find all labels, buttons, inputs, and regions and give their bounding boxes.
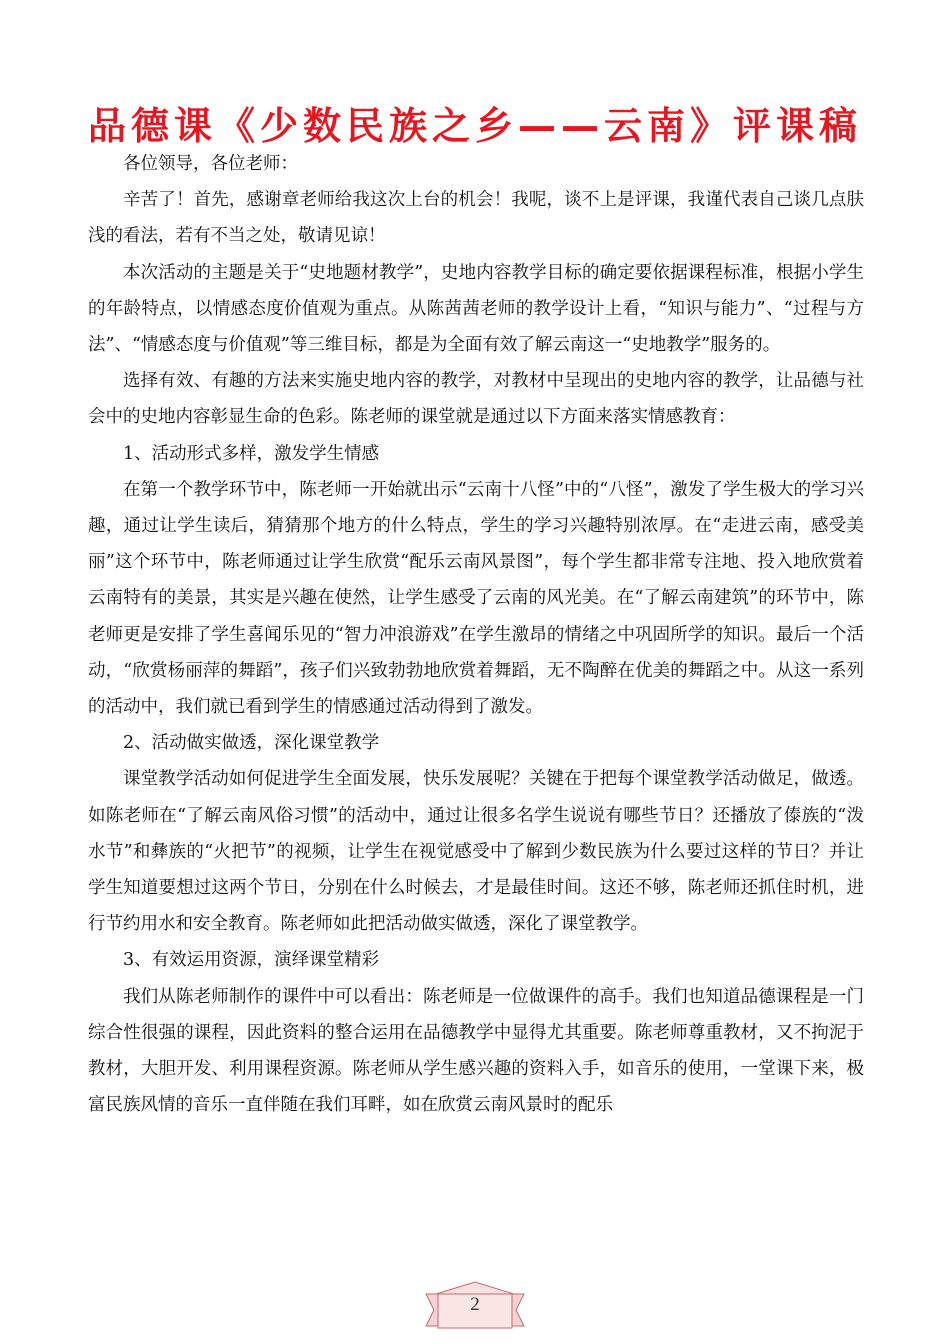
paragraph-theme: 本次活动的主题是关于“史地题材教学”，史地内容教学目标的确定要依据课程标准，根据小学生的年龄特点，以情感态度价值观为重点。从陈茜茜老师的教学设计上看，“知识与能力”、“过程与方法”、“情感态度与价值观”等三维目标，都是为全面有效了解云南这一“史地教学”服务的。 [88,262,864,356]
document-title: 品德课《少数民族之乡——云南》评课稿 [87,104,862,148]
paragraph-opening: 辛苦了！首先，感谢章老师给我这次上台的机会！我呢，谈不上是评课，我谨代表自己谈几点肤浅的看法，若有不当之处，敬请见谅！ [88,190,864,247]
paragraph-section-2: 课堂教学活动如何促进学生全面发展，快乐发展呢？关键在于把每个课堂教学活动做足，做透。如陈老师在“了解云南风俗习惯”的活动中，通过让很多名学生说说有哪些节日？还播放了傣族的“泼水节”和彝族的“火把节”的视频，让学生在视觉感受中了解到少数民族为什么要过这样的节日？并让学生知道要想过这两个节日，分别在什么时候去，才是最佳时间。这还不够，陈老师还抓住时机，进行节约用水和安全教育。陈老师如此把活动做实做透，深化了课堂教学。 [88,769,864,935]
section-heading-1: 1、活动形式多样，激发学生情感 [123,443,380,464]
paragraph-section-3: 我们从陈老师制作的课件中可以看出：陈老师是一位做课件的高手。我们也知道品德课程是一门综合性很强的课程，因此资料的整合运用在品德教学中显得尤其重要。陈老师尊重教材，又不拘泥于教材，大胆开发、利用课程资源。陈老师从学生感兴趣的资料入手，如音乐的使用，一堂课下来，极富民族风情的音乐一直伴随在我们耳畔，如在欣赏云南风景时的配乐 [88,986,864,1116]
paragraph-section-1: 在第一个教学环节中，陈老师一开始就出示“云南十八怪”中的“八怪”，激发了学生极大的学习兴趣，通过让学生读后，猜猜那个地方的什么特点，学生的学习兴趣特别浓厚。在“走进云南，感受美丽”这个环节中，陈老师通过让学生欣赏“配乐云南风景图”，每个学生都非常专注地、投入地欣赏着云南特有的美景，其实是兴趣在使然，让学生感受了云南的风光美。在“了解云南建筑”的环节中，陈老师更是安排了学生喜闻乐见的“智力冲浪游戏”在学生激昂的情绪之中巩固所学的知识。最后一个活动，“欣赏杨丽萍的舞蹈”，孩子们兴致勃勃地欣赏着舞蹈，无不陶醉在优美的舞蹈之中。从这一系列的活动中，我们就已看到学生的情感通过活动得到了激发。 [88,479,864,718]
document-body [88,146,864,1123]
section-heading-3: 3、有效运用资源，演绎课堂精彩 [123,950,380,971]
page-number: 2 [470,1294,480,1315]
paragraph-method: 选择有效、有趣的方法来实施史地内容的教学，对教材中呈现出的史地内容的教学，让品德与社会中的史地内容彰显生命的色彩。陈老师的课堂就是通过以下方面来落实情感教育： [88,371,864,428]
section-heading-2: 2、活动做实做透，深化课堂教学 [123,733,380,754]
salutation: 各位领导，各位老师： [123,154,298,174]
